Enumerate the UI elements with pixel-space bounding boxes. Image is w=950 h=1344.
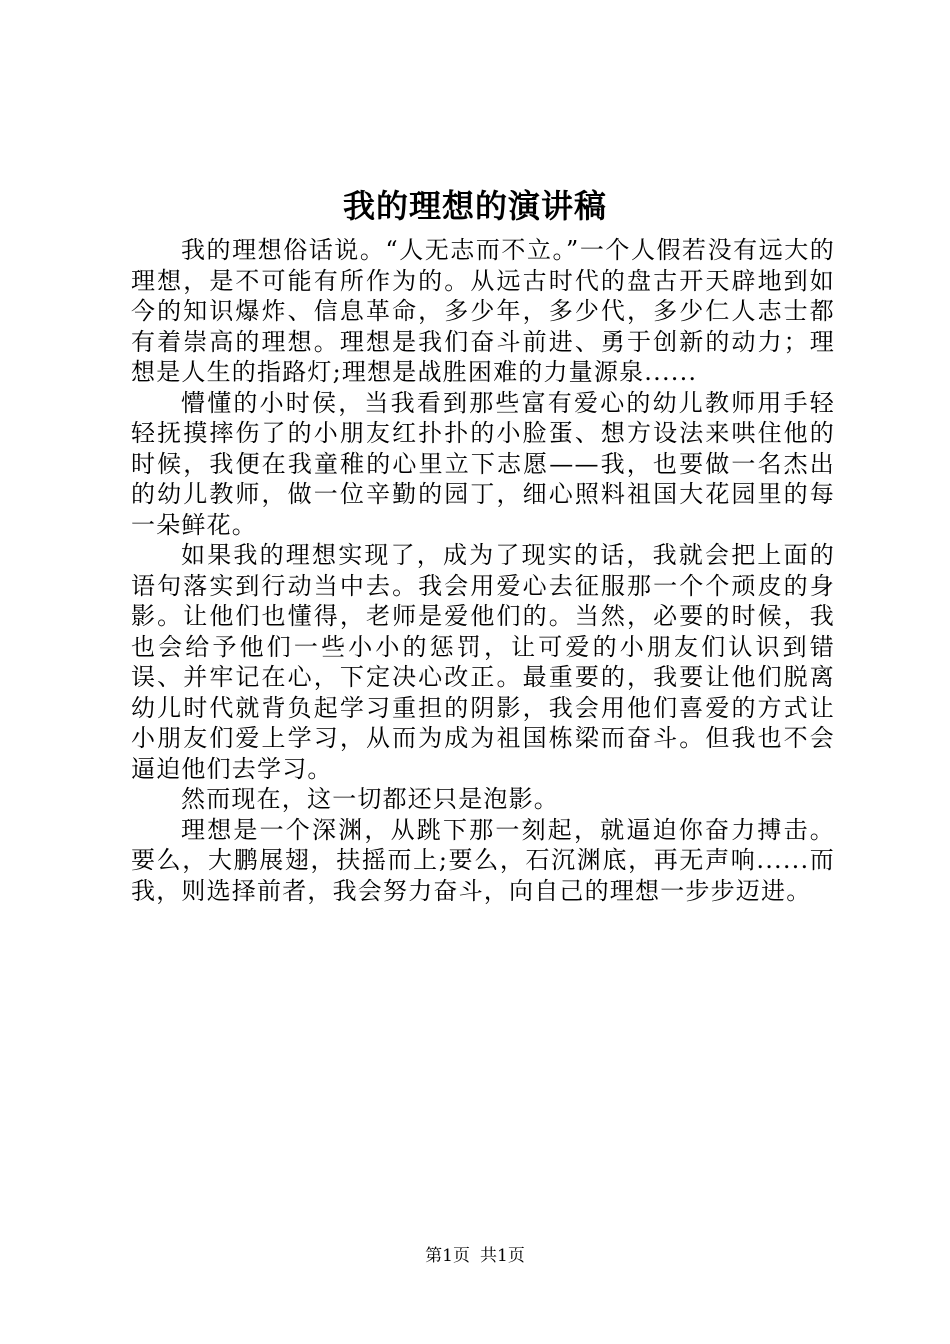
page-footer (0, 1245, 950, 1267)
paragraph-5: 理想是一个深渊，从跳下那一刻起，就逼迫你奋力搏击。要么，大鹏展翅，扶摇而上;要么，石沉渊底，再无声响......而我，则选择前者，我会努力奋斗，向自己的理想一步步迈进。 (131, 815, 835, 905)
page-total: 共1页 (480, 1246, 525, 1266)
paragraph-2: 懵懂的小时侯，当我看到那些富有爱心的幼儿教师用手轻轻抚摸摔伤了的小朋友红扑扑的小脸蛋、想方设法来哄住他的时候，我便在我童稚的心里立下志愿——我，也要做一名杰出的幼儿教师，做一位辛勤的园丁，细心照料祖国大花园里的每一朵鲜花。 (131, 388, 835, 539)
paragraph-1: 我的理想俗话说。“人无志而不立。”一个人假若没有远大的理想，是不可能有所作为的。从远古时代的盘古开天辟地到如今的知识爆炸、信息革命，多少年，多少代，多少仁人志士都有着崇高的理想。理想是我们奋斗前进、勇于创新的动力；理想是人生的指路灯;理想是战胜困难的力量源泉...... (131, 236, 835, 386)
document-body (131, 235, 835, 906)
page-number: 第1页 (425, 1246, 470, 1266)
paragraph-3: 如果我的理想实现了，成为了现实的话，我就会把上面的语句落实到行动当中去。我会用爱心去征服那一个个顽皮的身影。让他们也懂得，老师是爱他们的。当然，必要的时候，我也会给予他们一些小小的惩罚，让可爱的小朋友们认识到错误、并牢记在心，下定决心改正。最重要的，我要让他们脱离幼儿时代就背负起学习重担的阴影，我会用他们喜爱的方式让小朋友们爱上学习，从而为成为祖国栋梁而奋斗。但我也不会逼迫他们去学习。 (131, 541, 835, 783)
paragraph-4: 然而现在，这一切都还只是泡影。 (181, 785, 559, 813)
document-title: 我的理想的演讲稿 (342, 187, 607, 225)
